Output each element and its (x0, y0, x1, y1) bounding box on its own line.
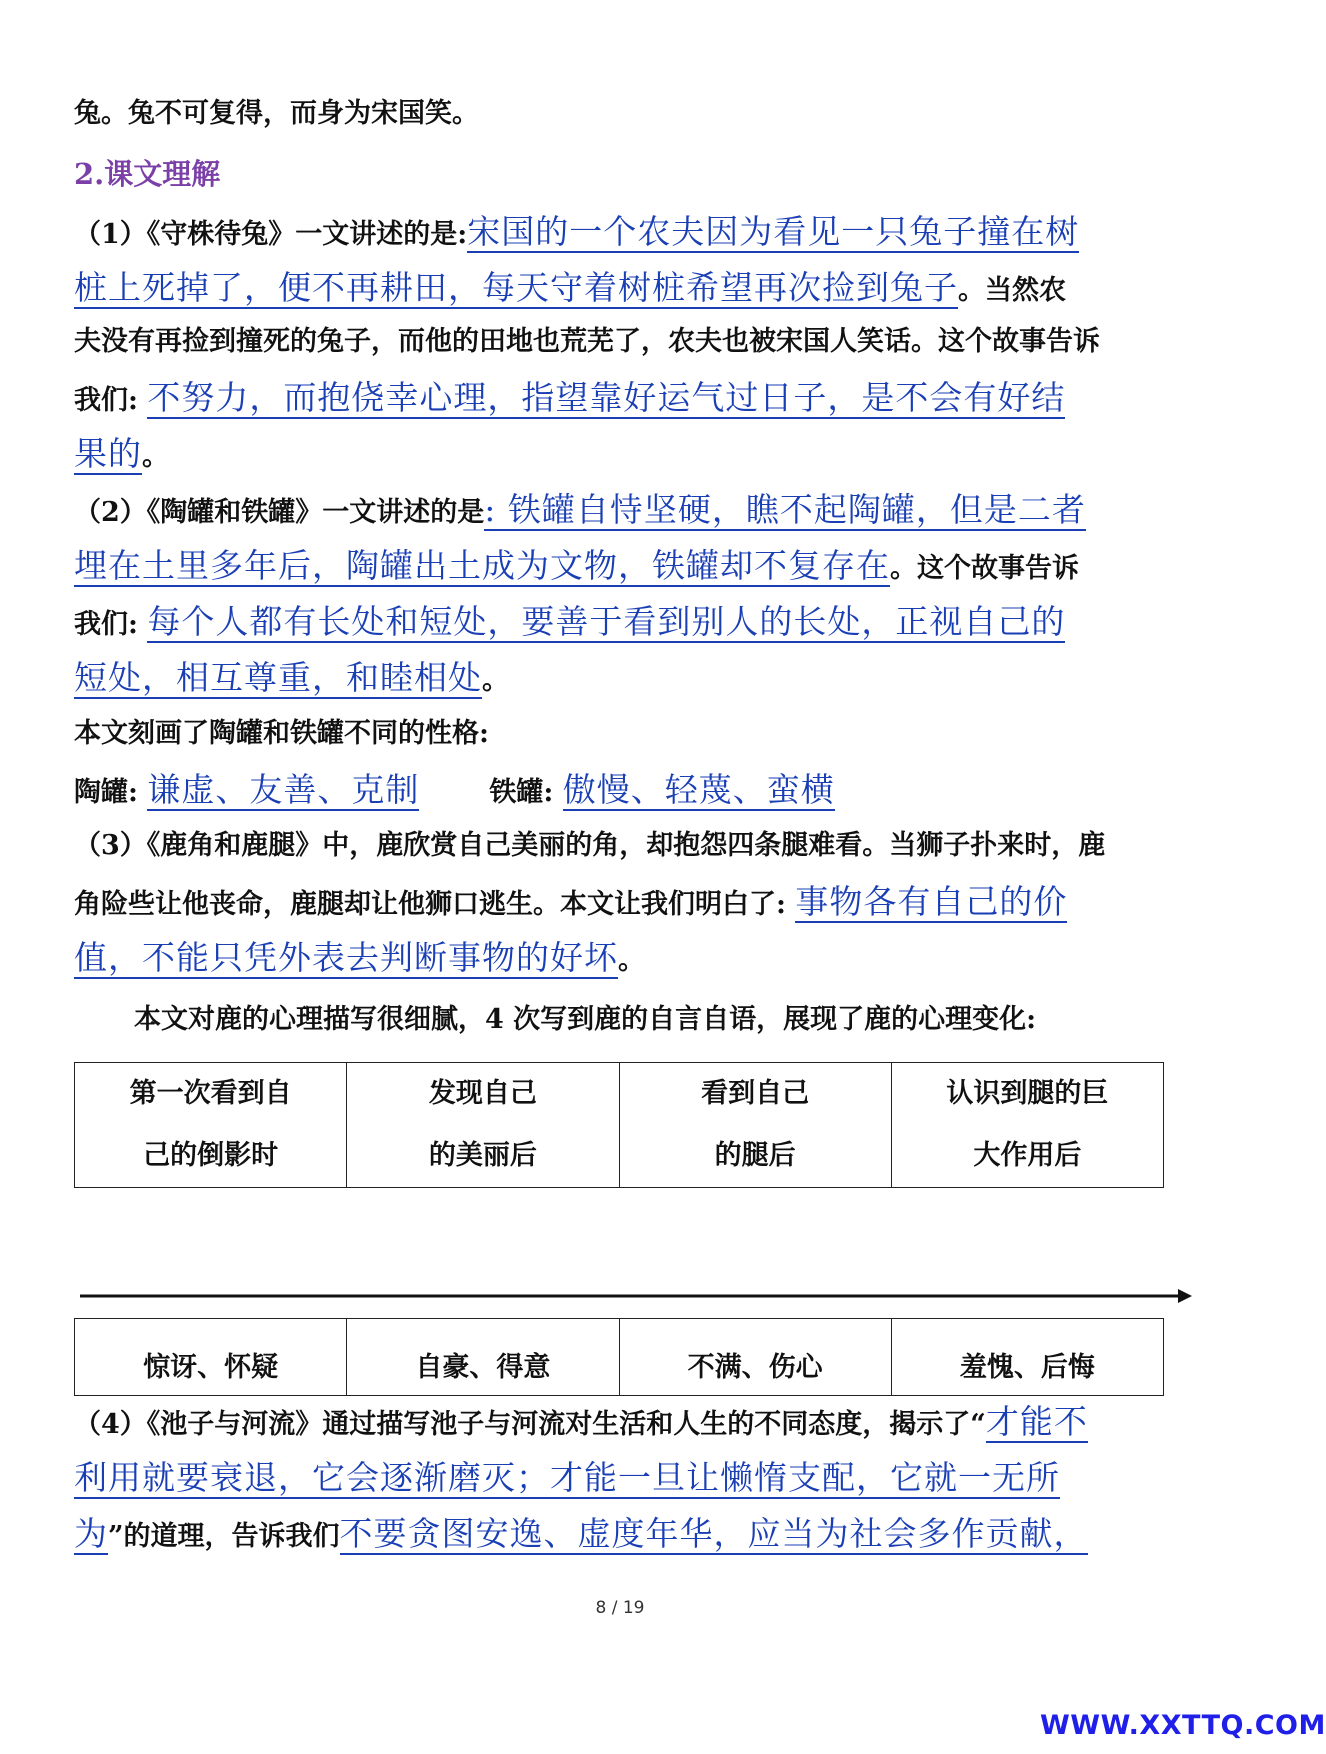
q2-line-3: 我们: 每个人都有长处和短处，要善于看到别人的长处，正视自己的 (74, 602, 1066, 641)
stage-cell: 认识到腿的巨 大作用后 (891, 1063, 1163, 1188)
answer-text: 利用就要衰退，它会逐渐磨灭；才能一旦让懒惰支配，它就一无所 (74, 1458, 1060, 1497)
answer-text: 宋国的一个农夫因为看见一只兔子撞在树 (467, 212, 1080, 251)
answer-text: 每个人都有长处和短处，要善于看到别人的长处，正视自己的 (147, 602, 1066, 641)
q1-line-3: 夫没有再捡到撞死的兔子，而他的田地也荒芜了，农夫也被宋国人笑话。这个故事告诉 (74, 326, 1100, 357)
page-number: 8 / 19 (595, 1598, 645, 1618)
answer-text: 桩上死掉了，便不再耕田，每天守着树桩希望再次捡到兔子 (74, 268, 958, 307)
q2-line-2: 埋在土里多年后，陶罐出土成为文物，铁罐却不复存在。这个故事告诉 (74, 546, 1079, 585)
tie-traits-answer: 傲慢、轻蔑、蛮横 (562, 770, 835, 809)
table-intro: 本文对鹿的心理描写很细腻，4 次写到鹿的自言自语，展现了鹿的心理变化: (134, 1004, 1037, 1035)
traits-intro: 本文刻画了陶罐和铁罐不同的性格: (74, 718, 489, 749)
answer-text: 短处，相互尊重，和睦相处 (74, 658, 482, 697)
site-watermark[interactable]: WWW.XXTTQ.COM (1040, 1710, 1326, 1741)
stage-cell: 发现自己 的美丽后 (347, 1063, 619, 1188)
q4-line-1: （4）《池子与河流》通过描写池子与河流对生活和人生的不同态度，揭示了“才能不 (74, 1402, 1088, 1441)
answer-text: 不努力，而抱侥幸心理，指望靠好运气过日子，是不会有好结 (147, 378, 1066, 417)
answer-text: 事物各有自己的价 (795, 882, 1068, 921)
answer-text: 为 (74, 1514, 108, 1553)
answer-text: 果的 (74, 434, 142, 473)
feeling-cell: 羞愧、后悔 (891, 1319, 1163, 1396)
answer-text: : 铁罐自恃坚硬，瞧不起陶罐，但是二者 (484, 490, 1086, 529)
answer-text: 才能不 (985, 1402, 1088, 1441)
answer-text: 不要贪图安逸、虚度年华，应当为社会多作贡献， (339, 1514, 1088, 1553)
q3-line-3: 值，不能只凭外表去判断事物的好坏。 (74, 938, 645, 977)
q1-line-1: （1）《守株待兔》一文讲述的是:宋国的一个农夫因为看见一只兔子撞在树 (74, 212, 1080, 251)
q3-line-2: 角险些让他丧命，鹿腿却让他狮口逃生。本文让我们明白了: 事物各有自己的价 (74, 882, 1068, 921)
q2-line-4: 短处，相互尊重，和睦相处。 (74, 658, 509, 697)
q4-line-3: 为”的道理，告诉我们不要贪图安逸、虚度年华，应当为社会多作贡献， (74, 1514, 1088, 1553)
stage-cell: 看到自己 的腿后 (619, 1063, 891, 1188)
q3-line-1: （3）《鹿角和鹿腿》中，鹿欣赏自己美丽的角，却抱怨四条腿难看。当狮子扑来时，鹿 (74, 830, 1106, 861)
q1-line-4: 我们: 不努力，而抱侥幸心理，指望靠好运气过日子，是不会有好结 (74, 378, 1066, 417)
answer-text: 埋在土里多年后，陶罐出土成为文物，铁罐却不复存在 (74, 546, 890, 585)
section-heading: 2.课文理解 (74, 157, 221, 191)
q2-line-1: （2）《陶罐和铁罐》一文讲述的是: 铁罐自恃坚硬，瞧不起陶罐，但是二者 (74, 490, 1086, 529)
q4-line-2 (74, 1458, 1166, 1501)
feeling-cell: 自豪、得意 (347, 1319, 619, 1396)
answer-text: 值，不能只凭外表去判断事物的好坏 (74, 938, 618, 977)
q1-line-2: 桩上死掉了，便不再耕田，每天守着树桩希望再次捡到兔子。当然农 (74, 268, 1066, 307)
timeline-arrow-icon (80, 1286, 1192, 1306)
text-line: 兔。兔不可复得，而身为宋国笑。 (74, 98, 479, 129)
stage-cell: 第一次看到自 己的倒影时 (75, 1063, 347, 1188)
psychology-feelings-table (74, 1318, 1164, 1396)
q1-line-5: 果的。 (74, 434, 169, 473)
psychology-stages-table (74, 1062, 1164, 1188)
feeling-cell: 不满、伤心 (619, 1319, 891, 1396)
tao-traits-answer: 谦虚、友善、克制 (147, 770, 420, 809)
feeling-cell: 惊讶、怀疑 (75, 1319, 347, 1396)
traits-line: 陶罐: 谦虚、友善、克制 铁罐: 傲慢、轻蔑、蛮横 (74, 770, 835, 809)
